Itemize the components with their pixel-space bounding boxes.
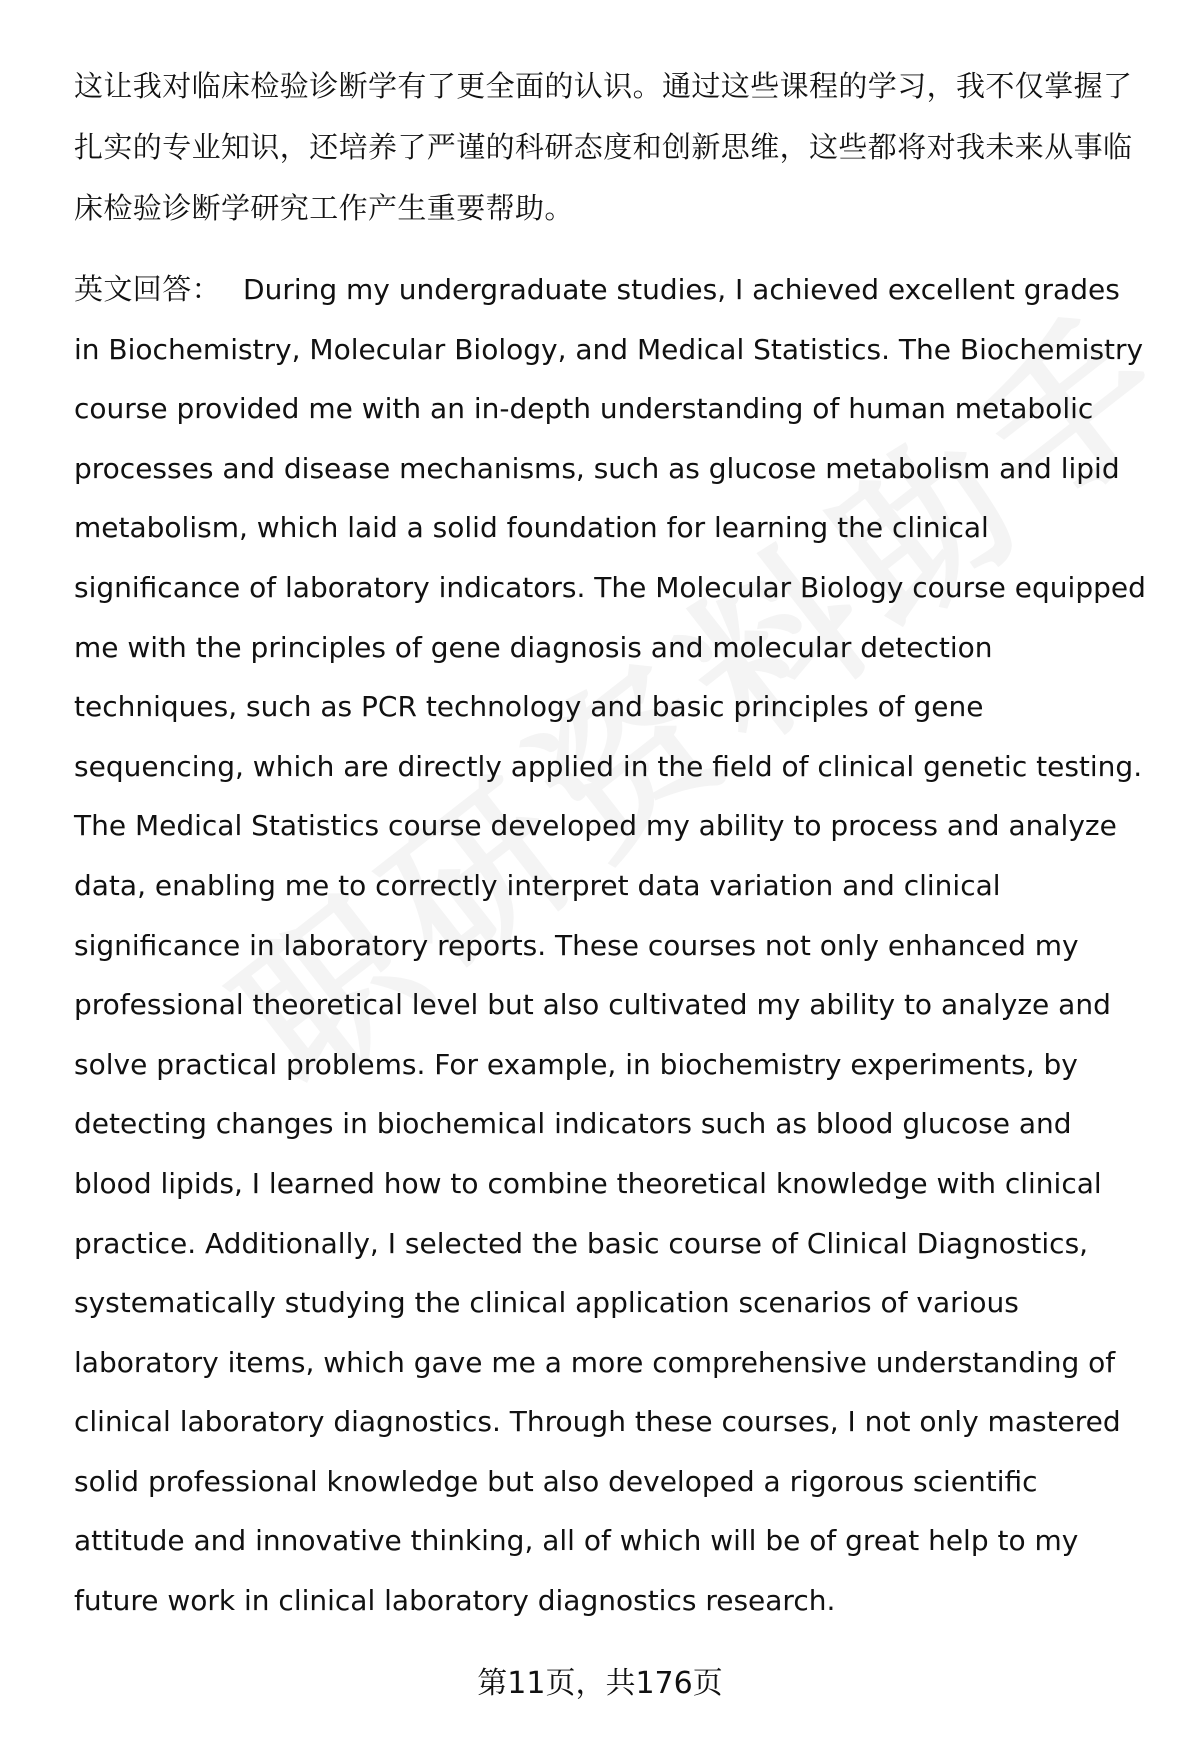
english-answer-label: 英文回答： <box>74 272 222 306</box>
chinese-answer-paragraph: 这让我对临床检验诊断学有了更全面的认识。通过这些课程的学习，我不仅掌握了扎实的专业知识，还培养了严谨的科研态度和创新思维，这些都将对我未来从事临床检验诊断学研究工作产生重要帮助。 <box>74 69 1133 225</box>
english-answer-text: During my undergraduate studies, I achieved excellent grades in Biochemistry, Molecular Biology, and Medical Statistics. The Biochemistry course provided me with an in-depth understanding of human metabolic processes and disease mechanisms, such as glucose metabolism and lipid metabolism, which laid a solid foundation for learning the clinical significance of laboratory indicators. The Molecular Biology course equipped me with the principles of gene diagnosis and molecular detection techniques, such as PCR technology and basic principles of gene sequencing, which are directly applied in the field of clinical genetic testing. The Medical Statistics course developed my ability to process and analyze data, enabling me to correctly interpret data variation and clinical significance in laboratory reports. These courses not only enhanced my professional theoretical level but also cultivated my ability to analyze and solve practical problems. For example, in biochemistry experiments, by detecting changes in biochemical indicators such as blood glucose and blood lipids, I learned how to combine theoretical knowledge with clinical practice. Additionally, I selected the basic course of Clinical Diagnostics, systematically studying the clinical application scenarios of various laboratory items, which gave me a more comprehensive understanding of clinical laboratory diagnostics. Through these courses, I not only mastered solid professional knowledge but also developed a rigorous scientific attitude and innovative thinking, all of which will be of great help to my future work in clinical laboratory diagnostics research. <box>74 273 1146 1618</box>
page-number-footer: 第11页，共176页 <box>477 1666 723 1701</box>
english-answer-paragraph <box>74 260 1150 1631</box>
